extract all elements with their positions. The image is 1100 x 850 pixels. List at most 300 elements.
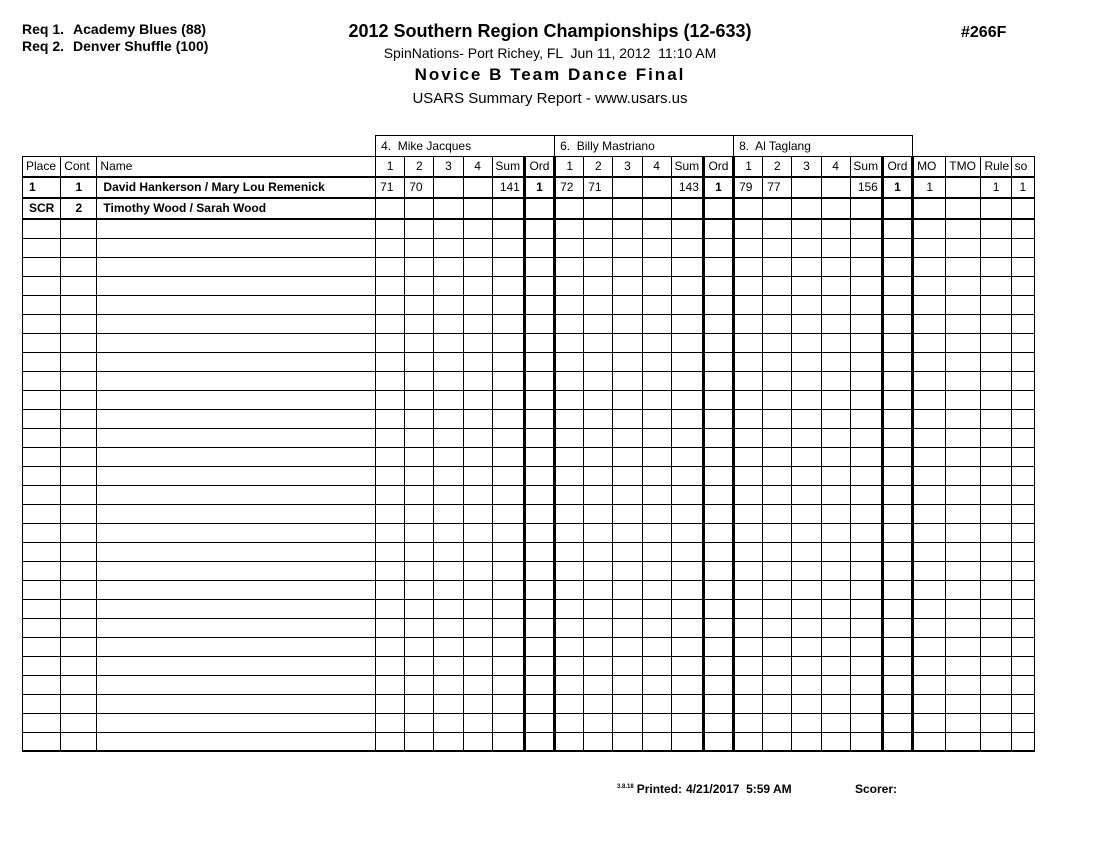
cell-dance-score: [376, 485, 405, 504]
cell-dance-score: [555, 694, 584, 713]
cell-sum: [671, 713, 703, 732]
cell-place: [23, 238, 61, 257]
cell-ord: [703, 713, 733, 732]
cell-ord: [882, 314, 912, 333]
empty-row: [23, 314, 1035, 333]
cell-so: [1011, 257, 1034, 276]
cell-dance-score: [584, 485, 613, 504]
cell-dance-score: [734, 504, 763, 523]
col-header-ord: Ord: [524, 157, 554, 178]
cell-dance-score: [434, 428, 463, 447]
cell-dance-score: [376, 333, 405, 352]
cell-ord: [703, 580, 733, 599]
cell-dance-score: [405, 314, 434, 333]
report-type: USARS Summary Report - www.usars.us: [412, 90, 688, 107]
cell-name: [97, 257, 376, 276]
cell-dance-score: [555, 447, 584, 466]
col-header-ord: Ord: [703, 157, 733, 178]
cell-dance-score: [792, 371, 821, 390]
cell-sum: [850, 447, 882, 466]
cell-mo: [913, 580, 946, 599]
cell-sum: [492, 466, 524, 485]
cell-so: [1011, 732, 1034, 751]
cell-name: [97, 580, 376, 599]
cell-rule: 1: [981, 177, 1011, 198]
cell-dance-score: [376, 694, 405, 713]
empty-row: [23, 352, 1035, 371]
cell-dance-score: [763, 485, 792, 504]
cell-place: SCR: [23, 198, 61, 219]
cell-sum: [850, 390, 882, 409]
cell-dance-score: [821, 447, 850, 466]
cell-dance-score: [763, 219, 792, 238]
cell-so: [1011, 580, 1034, 599]
cell-tmo: [946, 561, 981, 580]
cell-so: [1011, 352, 1034, 371]
cell-dance-score: [463, 333, 492, 352]
cell-so: [1011, 333, 1034, 352]
cell-dance-score: [642, 314, 671, 333]
cell-ord: [882, 447, 912, 466]
cell-dance-score: [434, 580, 463, 599]
cell-dance-score: [613, 732, 642, 751]
judge-2-name: 6. Billy Mastriano: [555, 136, 734, 157]
cell-sum: [492, 238, 524, 257]
cell-dance-score: [734, 447, 763, 466]
cell-dance-score: [792, 314, 821, 333]
cell-tmo: [946, 523, 981, 542]
cell-dance-score: [734, 295, 763, 314]
printed-label: Printed:: [636, 782, 683, 796]
cell-dance-score: [821, 409, 850, 428]
cell-dance-score: [555, 333, 584, 352]
cell-dance-score: [821, 618, 850, 637]
cell-sum: [492, 599, 524, 618]
cell-tmo: [946, 257, 981, 276]
cell-so: [1011, 656, 1034, 675]
cell-dance-score: [405, 257, 434, 276]
cell-cont: [61, 694, 97, 713]
cell-dance-score: [463, 542, 492, 561]
cell-ord: [524, 409, 554, 428]
cell-dance-score: [405, 466, 434, 485]
cell-dance-score: [376, 219, 405, 238]
col-header-dance-2: 2: [584, 157, 613, 178]
cell-dance-score: [792, 295, 821, 314]
cell-sum: [492, 428, 524, 447]
cell-dance-score: [642, 618, 671, 637]
cell-rule: [981, 675, 1011, 694]
cell-dance-score: [584, 428, 613, 447]
cell-tmo: [946, 637, 981, 656]
cell-dance-score: [584, 276, 613, 295]
cell-dance-score: [734, 333, 763, 352]
cell-cont: [61, 713, 97, 732]
cell-dance-score: [555, 523, 584, 542]
cell-dance-score: [734, 352, 763, 371]
cell-dance-score: [792, 599, 821, 618]
cell-name: [97, 238, 376, 257]
cell-dance-score: [434, 732, 463, 751]
cell-ord: [703, 198, 733, 219]
cell-sum: [671, 618, 703, 637]
empty-row: [23, 238, 1035, 257]
cell-dance-score: [734, 713, 763, 732]
cell-name: David Hankerson / Mary Lou Remenick: [97, 177, 376, 198]
cell-tmo: [946, 713, 981, 732]
cell-tmo: [946, 675, 981, 694]
cell-name: [97, 428, 376, 447]
cell-tmo: [946, 371, 981, 390]
cell-ord: [882, 466, 912, 485]
cell-place: [23, 637, 61, 656]
cell-dance-score: [405, 599, 434, 618]
cell-place: [23, 656, 61, 675]
empty-row: [23, 485, 1035, 504]
cell-dance-score: [434, 198, 463, 219]
cell-tmo: [946, 390, 981, 409]
cell-name: [97, 561, 376, 580]
cell-dance-score: [376, 238, 405, 257]
cell-dance-score: [376, 276, 405, 295]
cell-dance-score: [734, 238, 763, 257]
empty-row: [23, 732, 1035, 751]
cell-dance-score: [821, 276, 850, 295]
cell-dance-score: [463, 447, 492, 466]
cell-dance-score: [613, 295, 642, 314]
cell-tmo: [946, 694, 981, 713]
req-value: Academy Blues (88): [73, 21, 207, 37]
req-label: Req 1.: [22, 21, 65, 37]
cell-dance-score: [734, 618, 763, 637]
cell-so: [1011, 675, 1034, 694]
cell-dance-score: [584, 561, 613, 580]
cell-sum: [671, 276, 703, 295]
cell-so: [1011, 618, 1034, 637]
cell-mo: [913, 561, 946, 580]
cell-rule: [981, 713, 1011, 732]
cell-dance-score: [763, 198, 792, 219]
empty-row: [23, 371, 1035, 390]
cell-mo: [913, 219, 946, 238]
cell-dance-score: [792, 428, 821, 447]
cell-dance-score: [613, 599, 642, 618]
venue-date-line: SpinNations- Port Richey, FL Jun 11, 2012 11:10 AM: [383, 45, 717, 61]
cell-dance-score: [763, 428, 792, 447]
cell-dance-score: [405, 637, 434, 656]
col-header-dance-1: 1: [734, 157, 763, 178]
cell-dance-score: [734, 637, 763, 656]
col-header-dance-4: 4: [821, 157, 850, 178]
cell-mo: [913, 694, 946, 713]
cell-ord: [703, 618, 733, 637]
cell-dance-score: [613, 371, 642, 390]
cell-so: [1011, 314, 1034, 333]
cell-place: [23, 447, 61, 466]
cell-cont: [61, 485, 97, 504]
col-header-dance-3: 3: [792, 157, 821, 178]
cell-dance-score: [642, 694, 671, 713]
cell-mo: [913, 238, 946, 257]
cell-name: [97, 523, 376, 542]
cell-ord: [703, 561, 733, 580]
cell-dance-score: [405, 542, 434, 561]
cell-mo: [913, 257, 946, 276]
cell-dance-score: [763, 713, 792, 732]
cell-dance-score: [405, 390, 434, 409]
cell-place: [23, 390, 61, 409]
cell-dance-score: [405, 409, 434, 428]
cell-so: 1: [1011, 177, 1034, 198]
cell-ord: [882, 694, 912, 713]
cell-sum: [492, 198, 524, 219]
cell-dance-score: [405, 238, 434, 257]
cell-rule: [981, 580, 1011, 599]
cell-ord: [703, 675, 733, 694]
cell-dance-score: [613, 580, 642, 599]
cell-rule: [981, 352, 1011, 371]
cell-dance-score: [434, 542, 463, 561]
cell-ord: [703, 409, 733, 428]
cell-dance-score: [734, 276, 763, 295]
cell-sum: [671, 295, 703, 314]
cell-dance-score: [463, 352, 492, 371]
cell-dance-score: [376, 390, 405, 409]
cell-dance-score: [376, 599, 405, 618]
cell-dance-score: [763, 352, 792, 371]
cell-name: [97, 504, 376, 523]
cell-sum: [492, 694, 524, 713]
cell-ord: [882, 295, 912, 314]
cell-dance-score: [821, 694, 850, 713]
cell-place: [23, 732, 61, 751]
cell-sum: [671, 352, 703, 371]
cell-tmo: [946, 599, 981, 618]
cell-sum: [671, 314, 703, 333]
cell-dance-score: [792, 694, 821, 713]
cell-rule: [981, 656, 1011, 675]
cell-dance-score: [821, 523, 850, 542]
empty-row: [23, 219, 1035, 238]
cell-dance-score: [376, 257, 405, 276]
cell-ord: [524, 390, 554, 409]
cell-dance-score: [555, 238, 584, 257]
judge-header-row: [23, 136, 1035, 157]
print-footer: [617, 782, 792, 796]
cell-dance-score: [613, 675, 642, 694]
cell-sum: [671, 504, 703, 523]
cell-dance-score: [642, 637, 671, 656]
cell-dance-score: [763, 694, 792, 713]
cell-dance-score: [584, 694, 613, 713]
cell-dance-score: [763, 447, 792, 466]
cell-dance-score: [642, 428, 671, 447]
cell-dance-score: [584, 314, 613, 333]
cell-rule: [981, 238, 1011, 257]
cell-dance-score: [555, 409, 584, 428]
cell-name: [97, 675, 376, 694]
cell-dance-score: [434, 466, 463, 485]
cell-cont: [61, 333, 97, 352]
cell-name: [97, 333, 376, 352]
cell-ord: [524, 219, 554, 238]
cell-dance-score: [555, 599, 584, 618]
cell-cont: [61, 409, 97, 428]
cell-dance-score: [642, 523, 671, 542]
cell-ord: [882, 390, 912, 409]
cell-tmo: [946, 314, 981, 333]
cell-dance-score: [734, 675, 763, 694]
cell-sum: [492, 504, 524, 523]
cell-dance-score: [613, 637, 642, 656]
cell-ord: [524, 466, 554, 485]
results-table: [22, 135, 1035, 752]
cell-so: [1011, 447, 1034, 466]
event-name: Novice B Team Dance Final: [414, 65, 686, 84]
cell-tmo: [946, 295, 981, 314]
cell-dance-score: [734, 599, 763, 618]
cell-dance-score: [376, 713, 405, 732]
cell-dance-score: [763, 371, 792, 390]
cell-cont: [61, 219, 97, 238]
cell-place: [23, 371, 61, 390]
col-header-cont: Cont: [61, 157, 97, 178]
cell-dance-score: [434, 371, 463, 390]
cell-tmo: [946, 542, 981, 561]
judge-row-right-spacer: [913, 136, 1035, 157]
cell-dance-score: [463, 428, 492, 447]
cell-tmo: [946, 485, 981, 504]
cell-dance-score: [642, 238, 671, 257]
cell-dance-score: [463, 599, 492, 618]
cell-dance-score: [434, 390, 463, 409]
cell-ord: [703, 656, 733, 675]
cell-dance-score: [821, 371, 850, 390]
cell-place: [23, 523, 61, 542]
cell-rule: [981, 314, 1011, 333]
cell-dance-score: [376, 732, 405, 751]
cell-dance-score: [821, 295, 850, 314]
cell-dance-score: [642, 732, 671, 751]
cell-tmo: [946, 177, 981, 198]
cell-dance-score: [763, 504, 792, 523]
cell-so: [1011, 694, 1034, 713]
cell-dance-score: [584, 390, 613, 409]
cell-dance-score: [821, 637, 850, 656]
cell-dance-score: [613, 713, 642, 732]
cell-dance-score: [376, 314, 405, 333]
cell-dance-score: [763, 618, 792, 637]
cell-so: [1011, 561, 1034, 580]
cell-sum: [850, 523, 882, 542]
cell-dance-score: [613, 466, 642, 485]
cell-dance-score: [434, 238, 463, 257]
cell-tmo: [946, 428, 981, 447]
cell-sum: 141: [492, 177, 524, 198]
cell-sum: [850, 352, 882, 371]
cell-dance-score: [463, 314, 492, 333]
cell-tmo: [946, 276, 981, 295]
cell-place: [23, 580, 61, 599]
cell-dance-score: [734, 428, 763, 447]
cell-dance-score: [463, 618, 492, 637]
empty-row: [23, 257, 1035, 276]
cell-dance-score: [555, 295, 584, 314]
cell-dance-score: [642, 198, 671, 219]
cell-mo: [913, 713, 946, 732]
cell-cont: [61, 599, 97, 618]
cell-sum: [492, 276, 524, 295]
cell-ord: [703, 523, 733, 542]
cell-dance-score: [642, 352, 671, 371]
cell-dance-score: [584, 257, 613, 276]
cell-sum: [671, 561, 703, 580]
cell-dance-score: [763, 295, 792, 314]
cell-dance-score: [405, 219, 434, 238]
cell-dance-score: [792, 219, 821, 238]
cell-dance-score: [405, 694, 434, 713]
cell-sum: [850, 732, 882, 751]
cell-dance-score: [405, 447, 434, 466]
cell-sum: [671, 523, 703, 542]
cell-ord: [882, 656, 912, 675]
cell-dance-score: [734, 732, 763, 751]
cell-dance-score: [642, 580, 671, 599]
cell-dance-score: [821, 732, 850, 751]
cell-cont: [61, 428, 97, 447]
cell-so: [1011, 219, 1034, 238]
cell-sum: [492, 485, 524, 504]
cell-sum: [671, 409, 703, 428]
cell-dance-score: [434, 485, 463, 504]
cell-dance-score: 72: [555, 177, 584, 198]
cell-ord: [524, 694, 554, 713]
cell-so: [1011, 713, 1034, 732]
cell-cont: 2: [61, 198, 97, 219]
cell-dance-score: [734, 466, 763, 485]
cell-ord: [703, 390, 733, 409]
cell-dance-score: [792, 447, 821, 466]
cell-dance-score: [405, 276, 434, 295]
cell-cont: [61, 371, 97, 390]
cell-rule: [981, 276, 1011, 295]
cell-sum: [492, 618, 524, 637]
cell-dance-score: [792, 352, 821, 371]
cell-sum: [850, 409, 882, 428]
col-header-dance-1: 1: [376, 157, 405, 178]
cell-mo: [913, 333, 946, 352]
cell-dance-score: [734, 198, 763, 219]
cell-dance-score: [555, 504, 584, 523]
cell-sum: [492, 523, 524, 542]
cell-dance-score: [613, 333, 642, 352]
cell-dance-score: [642, 276, 671, 295]
cell-ord: [524, 523, 554, 542]
cell-dance-score: [463, 694, 492, 713]
cell-dance-score: [584, 675, 613, 694]
cell-dance-score: [734, 390, 763, 409]
cell-dance-score: [376, 637, 405, 656]
cell-dance-score: [376, 542, 405, 561]
cell-dance-score: [734, 314, 763, 333]
cell-dance-score: [376, 447, 405, 466]
cell-name: [97, 656, 376, 675]
cell-dance-score: [434, 276, 463, 295]
empty-row: [23, 428, 1035, 447]
cell-dance-score: [434, 504, 463, 523]
cell-dance-score: [613, 523, 642, 542]
cell-dance-score: [792, 238, 821, 257]
